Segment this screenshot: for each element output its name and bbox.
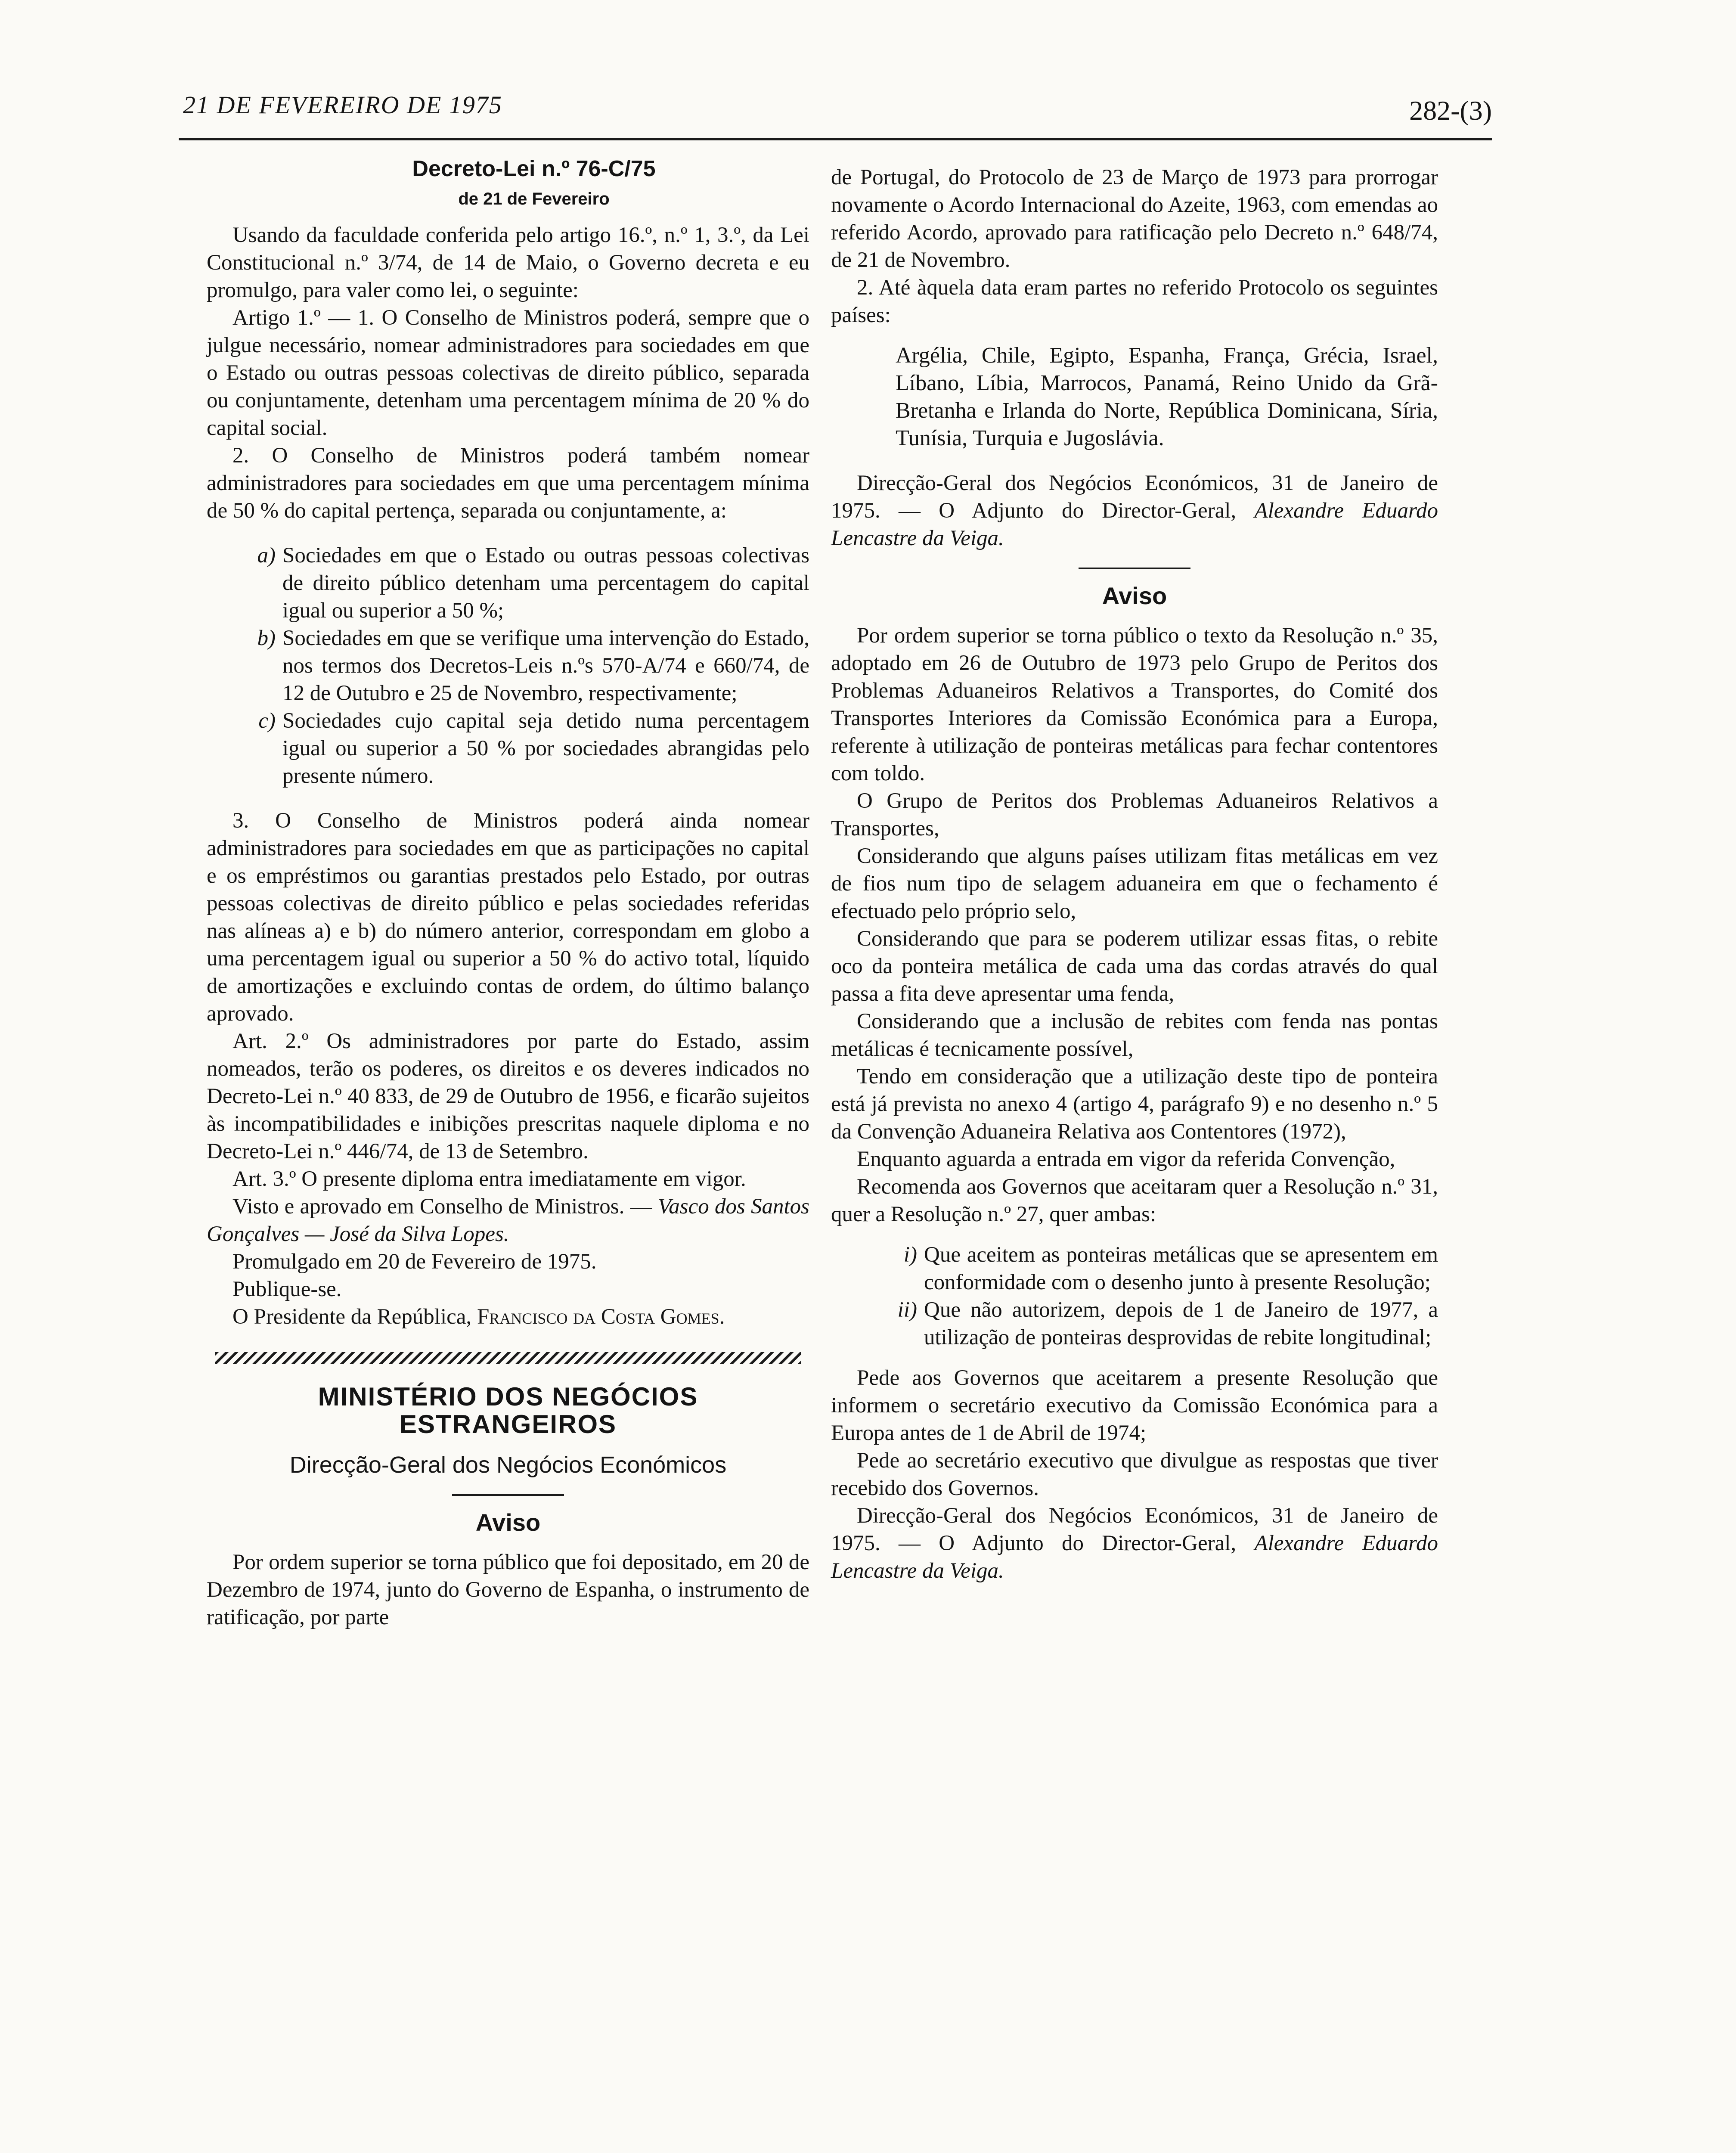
signer-name: Alexandre Eduardo Lencastre da Veiga. (831, 1531, 1438, 1583)
decree-preamble: Usando da faculdade conferida pelo artigo 16.º, n.º 1, 3.º, da Lei Constitucional n.º 3/74, de 14 de Maio, o Governo decreta e eu promulgo, para valer como lei, o seguinte: (207, 223, 809, 302)
president-line (207, 1303, 809, 1331)
decree-date: de 21 de Fevereiro (458, 189, 610, 208)
decree-art3: Art. 3.º O presente diploma entra imediatamente em vigor. (232, 1167, 746, 1191)
signature-text: Direcção-Geral dos Negócios Económicos, 31 de Janeiro de 1975. — O Adjunto do Director-Geral, (831, 1504, 1438, 1555)
aviso2-p4: Considerando que para se poderem utilizar essas fitas, o rebite oco da ponteira metálica de cada uma das cordas através do qual passa a fita deve apresentar uma fenda, (831, 927, 1438, 1006)
signers: Vasco dos Santos Gonçalves — José da Silva Lopes. (207, 1194, 810, 1246)
item-label: i) (903, 1243, 917, 1267)
aviso2-p2: O Grupo de Peritos dos Problemas Aduaneiros Relativos a Transportes, (831, 789, 1438, 841)
approval-text: Visto e aprovado em Conselho de Ministros. — (232, 1194, 652, 1219)
directorate-name: Direcção-Geral dos Negócios Económicos (289, 1452, 727, 1478)
resolution-item (831, 1296, 1438, 1351)
aviso2-p7: Enquanto aguarda a entrada em vigor da referida Convenção, (857, 1147, 1395, 1171)
aviso1-p1-continued: de Portugal, do Protocolo de 23 de Março de 1973 para prorrogar novamente o Acordo Internacional do Azeite, 1963, com emendas ao referido Acordo, aprovado para ratificação pelo Decreto n.º 648/74, de 21 de Novembro. (831, 165, 1438, 272)
aviso1-signature (831, 469, 1438, 552)
aviso2-p6: Tendo em consideração que a utilização deste tipo de ponteira está já prevista no anexo 4 (artigo 4, parágrafo 9) e no desenho n.º 5 da Convenção Aduaneira Relativa aos Contentores (1972), (831, 1064, 1438, 1144)
item-text: Que aceitem as ponteiras metálicas que se apresentem em conformidade com o desenho junto à presente Resolução; (924, 1243, 1438, 1294)
president-name: Francisco da Costa Gomes. (477, 1305, 725, 1329)
resolution-items (831, 1241, 1438, 1351)
aviso-title: Aviso (475, 1509, 541, 1536)
left-column (207, 155, 809, 1631)
decree-art1-p2: 2. O Conselho de Ministros poderá também nomear administradores para sociedades em que uma percentagem mínima de 50 % do capital pertença, separada ou conjuntamente, a: (207, 444, 809, 523)
aviso2-p8: Recomenda aos Governos que aceitaram quer a Resolução n.º 31, quer a Resolução n.º 27, quer ambas: (831, 1175, 1438, 1226)
item-text: Sociedades em que se verifique uma intervenção do Estado, nos termos dos Decretos-Leis n.ºs 570-A/74 e 660/74, de 12 de Outubro e 25 de Novembro, respectivamente; (282, 626, 809, 705)
item-label: c) (258, 709, 276, 733)
item-text: Que não autorizem, depois de 1 de Janeiro de 1977, a utilização de ponteiras desprovidas de rebite longitudinal; (924, 1298, 1438, 1350)
promulgated: Promulgado em 20 de Fevereiro de 1975. (232, 1250, 597, 1274)
publish: Publique-se. (232, 1277, 342, 1301)
aviso2-p9: Pede aos Governos que aceitarem a presente Resolução que informem o secretário executivo da Comissão Económica para a Europa antes de 1 de Abril de 1974; (831, 1366, 1438, 1445)
item-text: Sociedades cujo capital seja detido numa percentagem igual ou superior a 50 % por sociedades abrangidas pelo presente número. (282, 709, 809, 788)
decree-item (207, 542, 809, 624)
aviso2-signature (831, 1502, 1438, 1585)
decree-art1-p3: 3. O Conselho de Ministros poderá ainda nomear administradores para sociedades em que as participações no capital e os empréstimos ou garantias prestados pelo Estado, por outras pessoas colectivas de direito público e pelas sociedades referidas nas alíneas a) e b) do número anterior, correspondam em globo a uma percentagem igual ou superior a 50 % do activo total, líquido de amortizações e excluindo contas de ordem, do último balanço aprovado. (207, 809, 809, 1026)
aviso2-p10: Pede ao secretário executivo que divulgue as respostas que tiver recebido dos Governos. (831, 1449, 1438, 1500)
resolution-item (831, 1241, 1438, 1296)
aviso2-p3: Considerando que alguns países utilizam fitas metálicas em vez de fios num tipo de selagem aduaneira em que o fechamento é efectuado pelo próprio selo, (831, 844, 1438, 923)
ornamental-divider (215, 1352, 801, 1364)
decree-title: Decreto-Lei n.º 76-C/75 (412, 156, 656, 181)
decree-approval (207, 1193, 809, 1248)
page-header (179, 90, 1492, 140)
item-text: Sociedades em que o Estado ou outras pessoas colectivas de direito público detenham uma percentagem do capital igual ou superior a 50 %; (282, 543, 809, 623)
aviso1-p2: 2. Até àquela data eram partes no referido Protocolo os seguintes países: (831, 276, 1438, 327)
signature-text: Direcção-Geral dos Negócios Económicos, 31 de Janeiro de 1975. — O Adjunto do Director-Geral, (831, 471, 1438, 523)
page-number: 282-(3) (1409, 95, 1492, 126)
header-date: 21 DE FEVEREIRO DE 1975 (183, 91, 502, 119)
president-prefix: O Presidente da República, (232, 1305, 472, 1329)
item-label: b) (257, 626, 276, 650)
decree-item (207, 707, 809, 790)
aviso2-p5: Considerando que a inclusão de rebites com fenda nas pontas metálicas é tecnicamente possível, (831, 1009, 1438, 1061)
countries-list: Argélia, Chile, Egipto, Espanha, França, Grécia, Israel, Líbano, Líbia, Marrocos, Panamá, Reino Unido da Grã-Bretanha e Irlanda do Norte, República Dominicana, Síria, Tunísia, Turquia e Jugoslávia. (896, 343, 1438, 450)
item-label: a) (257, 543, 276, 568)
section-rule (1079, 568, 1190, 569)
decree-art1-p1: Artigo 1.º — 1. O Conselho de Ministros poderá, sempre que o julgue necessário, nomear administradores para sociedades em que o Estado ou outras pessoas colectivas de direito público, separada ou conjuntamente, detenham uma percentagem mínima de 20 % do capital social. (207, 306, 809, 440)
aviso2-p1: Por ordem superior se torna público o texto da Resolução n.º 35, adoptado em 26 de Outubro de 1973 pelo Grupo de Peritos dos Problemas Aduaneiros Relativos a Transportes, do Comité dos Transportes Interiores da Comissão Económica para a Europa, referente à utilização de ponteiras metálicas para fechar contentores com toldo. (831, 624, 1438, 785)
decree-item (207, 624, 809, 707)
decree-items (207, 542, 809, 790)
signer-name: Alexandre Eduardo Lencastre da Veiga. (831, 499, 1438, 550)
item-label: ii) (897, 1298, 917, 1322)
section-rule (452, 1494, 564, 1496)
aviso-title: Aviso (1102, 582, 1167, 609)
aviso1-p1-start: Por ordem superior se torna público que foi depositado, em 20 de Dezembro de 1974, junto do Governo de Espanha, o instrumento de ratificação, por parte (207, 1550, 809, 1629)
right-column (831, 164, 1438, 1585)
decree-art2: Art. 2.º Os administradores por parte do Estado, assim nomeados, terão os poderes, os direitos e os deveres indicados no Decreto-Lei n.º 40 833, de 29 de Outubro de 1956, e ficarão sujeitos às incompatibilidades e inibições prescritas naquele diploma e no Decreto-Lei n.º 446/74, de 13 de Setembro. (207, 1029, 809, 1163)
ministry-name: MINISTÉRIO DOS NEGÓCIOS ESTRANGEIROS (318, 1382, 698, 1439)
